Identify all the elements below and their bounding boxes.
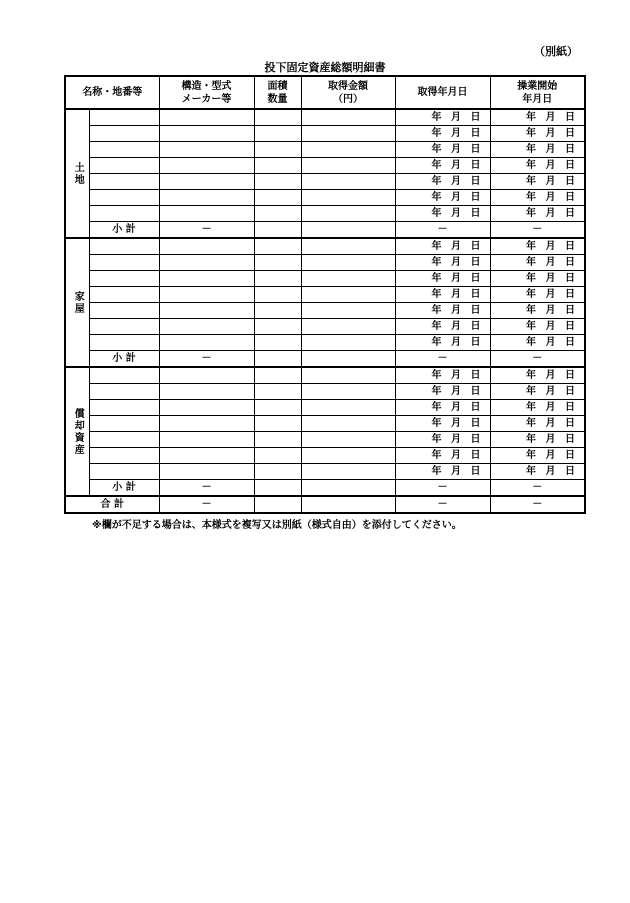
acquired-date-cell[interactable]: 年 月 日	[395, 206, 490, 222]
amount-cell[interactable]	[301, 335, 395, 351]
acquired-date-cell[interactable]: 年 月 日	[395, 255, 490, 271]
operation-date-cell[interactable]: 年 月 日	[490, 384, 585, 400]
operation-date-cell[interactable]: 年 月 日	[490, 126, 585, 142]
name-cell[interactable]	[89, 174, 159, 190]
header-row	[65, 76, 585, 109]
acquired-date-cell[interactable]: 年 月 日	[395, 432, 490, 448]
asset-table	[64, 75, 586, 514]
name-cell[interactable]	[89, 142, 159, 158]
amount-cell[interactable]	[301, 287, 395, 303]
table-row	[65, 287, 585, 303]
subtotal-operation-dash: －	[490, 222, 585, 239]
operation-date-cell[interactable]: 年 月 日	[490, 271, 585, 287]
structure-cell[interactable]	[159, 416, 254, 432]
table-row	[65, 432, 585, 448]
structure-cell[interactable]	[159, 287, 254, 303]
name-cell[interactable]	[89, 432, 159, 448]
operation-date-cell[interactable]: 年 月 日	[490, 190, 585, 206]
acquired-date-cell[interactable]: 年 月 日	[395, 335, 490, 351]
name-cell[interactable]	[89, 335, 159, 351]
operation-date-cell[interactable]: 年 月 日	[490, 174, 585, 190]
acquired-date-cell[interactable]: 年 月 日	[395, 400, 490, 416]
acquired-date-cell[interactable]: 年 月 日	[395, 142, 490, 158]
subtotal-label: 小 計	[89, 222, 159, 239]
amount-cell[interactable]	[301, 126, 395, 142]
name-cell[interactable]	[89, 126, 159, 142]
name-cell[interactable]	[89, 303, 159, 319]
structure-cell[interactable]	[159, 448, 254, 464]
subtotal-acquired-dash: －	[395, 351, 490, 368]
amount-cell[interactable]	[301, 448, 395, 464]
table-row	[65, 238, 585, 255]
subtotal-structure-dash: －	[159, 480, 254, 497]
operation-date-cell[interactable]: 年 月 日	[490, 158, 585, 174]
operation-date-cell[interactable]: 年 月 日	[490, 255, 585, 271]
table-row	[65, 303, 585, 319]
acquired-date-cell[interactable]: 年 月 日	[395, 109, 490, 126]
amount-cell[interactable]	[301, 319, 395, 335]
amount-cell[interactable]	[301, 255, 395, 271]
name-cell[interactable]	[89, 206, 159, 222]
name-cell[interactable]	[89, 109, 159, 126]
amount-cell[interactable]	[301, 206, 395, 222]
name-cell[interactable]	[89, 319, 159, 335]
category-label: 家屋	[65, 238, 89, 367]
name-cell[interactable]	[89, 238, 159, 255]
area-cell[interactable]	[254, 206, 301, 222]
table-row	[65, 255, 585, 271]
operation-date-cell[interactable]: 年 月 日	[490, 464, 585, 480]
name-cell[interactable]	[89, 271, 159, 287]
amount-cell[interactable]	[301, 190, 395, 206]
subtotal-amount-cell[interactable]	[301, 222, 395, 239]
area-cell[interactable]	[254, 109, 301, 126]
subtotal-label: 小 計	[89, 351, 159, 368]
operation-date-cell[interactable]: 年 月 日	[490, 432, 585, 448]
total-acquired-dash: －	[395, 496, 490, 513]
total-area-cell[interactable]	[254, 496, 301, 513]
area-cell[interactable]	[254, 335, 301, 351]
header-acquired-date: 取得年月日	[395, 76, 490, 109]
footnote: ※欄が不足する場合は、本様式を複写又は別紙（様式自由）を添付してください。	[92, 520, 462, 531]
structure-cell[interactable]	[159, 400, 254, 416]
area-cell[interactable]	[254, 432, 301, 448]
table-row	[65, 319, 585, 335]
acquired-date-cell[interactable]: 年 月 日	[395, 190, 490, 206]
amount-cell[interactable]	[301, 303, 395, 319]
subtotal-acquired-dash: －	[395, 222, 490, 239]
structure-cell[interactable]	[159, 367, 254, 384]
name-cell[interactable]	[89, 464, 159, 480]
amount-cell[interactable]	[301, 158, 395, 174]
annex-label: （別紙）	[534, 45, 578, 58]
structure-cell[interactable]	[159, 335, 254, 351]
subtotal-area-cell[interactable]	[254, 222, 301, 239]
structure-cell[interactable]	[159, 190, 254, 206]
structure-cell[interactable]	[159, 319, 254, 335]
acquired-date-cell[interactable]: 年 月 日	[395, 448, 490, 464]
acquired-date-cell[interactable]: 年 月 日	[395, 367, 490, 384]
structure-cell[interactable]	[159, 384, 254, 400]
area-cell[interactable]	[254, 367, 301, 384]
area-cell[interactable]	[254, 319, 301, 335]
structure-cell[interactable]	[159, 206, 254, 222]
area-cell[interactable]	[254, 464, 301, 480]
name-cell[interactable]	[89, 287, 159, 303]
operation-date-cell[interactable]: 年 月 日	[490, 416, 585, 432]
area-cell[interactable]	[254, 255, 301, 271]
amount-cell[interactable]	[301, 400, 395, 416]
structure-cell[interactable]	[159, 158, 254, 174]
area-cell[interactable]	[254, 174, 301, 190]
table-row	[65, 464, 585, 480]
table-row	[65, 416, 585, 432]
operation-date-cell[interactable]: 年 月 日	[490, 400, 585, 416]
amount-cell[interactable]	[301, 432, 395, 448]
amount-cell[interactable]	[301, 174, 395, 190]
operation-date-cell[interactable]: 年 月 日	[490, 448, 585, 464]
structure-cell[interactable]	[159, 464, 254, 480]
structure-cell[interactable]	[159, 271, 254, 287]
operation-date-cell[interactable]: 年 月 日	[490, 367, 585, 384]
amount-cell[interactable]	[301, 384, 395, 400]
amount-cell[interactable]	[301, 464, 395, 480]
area-cell[interactable]	[254, 400, 301, 416]
area-cell[interactable]	[254, 142, 301, 158]
name-cell[interactable]	[89, 158, 159, 174]
acquired-date-cell[interactable]: 年 月 日	[395, 319, 490, 335]
area-cell[interactable]	[254, 287, 301, 303]
table-row	[65, 158, 585, 174]
area-cell[interactable]	[254, 126, 301, 142]
header-area: 面積 数量	[254, 76, 301, 109]
page-title: 投下固定資産総額明細書	[264, 61, 386, 74]
area-cell[interactable]	[254, 448, 301, 464]
subtotal-row	[65, 480, 585, 497]
category-label: 土地	[65, 109, 89, 238]
subtotal-row	[65, 351, 585, 368]
amount-cell[interactable]	[301, 238, 395, 255]
amount-cell[interactable]	[301, 271, 395, 287]
subtotal-operation-dash: －	[490, 480, 585, 497]
subtotal-area-cell[interactable]	[254, 351, 301, 368]
subtotal-amount-cell[interactable]	[301, 351, 395, 368]
area-cell[interactable]	[254, 384, 301, 400]
area-cell[interactable]	[254, 238, 301, 255]
total-amount-cell[interactable]	[301, 496, 395, 513]
operation-date-cell[interactable]: 年 月 日	[490, 335, 585, 351]
header-amount: 取得金額 （円）	[301, 76, 395, 109]
amount-cell[interactable]	[301, 109, 395, 126]
total-operation-dash: －	[490, 496, 585, 513]
amount-cell[interactable]	[301, 416, 395, 432]
subtotal-operation-dash: －	[490, 351, 585, 368]
name-cell[interactable]	[89, 384, 159, 400]
area-cell[interactable]	[254, 190, 301, 206]
name-cell[interactable]	[89, 416, 159, 432]
operation-date-cell[interactable]: 年 月 日	[490, 142, 585, 158]
table-row	[65, 384, 585, 400]
table-row	[65, 335, 585, 351]
name-cell[interactable]	[89, 367, 159, 384]
category-label: 償却資産	[65, 367, 89, 496]
subtotal-acquired-dash: －	[395, 480, 490, 497]
name-cell[interactable]	[89, 400, 159, 416]
acquired-date-cell[interactable]: 年 月 日	[395, 158, 490, 174]
amount-cell[interactable]	[301, 367, 395, 384]
name-cell[interactable]	[89, 190, 159, 206]
header-structure: 構造・型式 メーカー等	[159, 76, 254, 109]
amount-cell[interactable]	[301, 142, 395, 158]
area-cell[interactable]	[254, 303, 301, 319]
structure-cell[interactable]	[159, 109, 254, 126]
acquired-date-cell[interactable]: 年 月 日	[395, 126, 490, 142]
acquired-date-cell[interactable]: 年 月 日	[395, 416, 490, 432]
table-row	[65, 174, 585, 190]
subtotal-structure-dash: －	[159, 222, 254, 239]
header-name: 名称・地番等	[65, 76, 159, 109]
area-cell[interactable]	[254, 271, 301, 287]
acquired-date-cell[interactable]: 年 月 日	[395, 287, 490, 303]
structure-cell[interactable]	[159, 238, 254, 255]
header-operation-date: 操業開始 年月日	[490, 76, 585, 109]
structure-cell[interactable]	[159, 126, 254, 142]
operation-date-cell[interactable]: 年 月 日	[490, 238, 585, 255]
name-cell[interactable]	[89, 255, 159, 271]
subtotal-amount-cell[interactable]	[301, 480, 395, 497]
subtotal-structure-dash: －	[159, 351, 254, 368]
operation-date-cell[interactable]: 年 月 日	[490, 303, 585, 319]
subtotal-label: 小 計	[89, 480, 159, 497]
total-label: 合 計	[65, 496, 159, 513]
acquired-date-cell[interactable]: 年 月 日	[395, 238, 490, 255]
acquired-date-cell[interactable]: 年 月 日	[395, 174, 490, 190]
acquired-date-cell[interactable]: 年 月 日	[395, 271, 490, 287]
structure-cell[interactable]	[159, 303, 254, 319]
structure-cell[interactable]	[159, 174, 254, 190]
acquired-date-cell[interactable]: 年 月 日	[395, 384, 490, 400]
table-row	[65, 142, 585, 158]
structure-cell[interactable]	[159, 432, 254, 448]
name-cell[interactable]	[89, 448, 159, 464]
table-row	[65, 190, 585, 206]
area-cell[interactable]	[254, 416, 301, 432]
table-row	[65, 448, 585, 464]
subtotal-area-cell[interactable]	[254, 480, 301, 497]
acquired-date-cell[interactable]: 年 月 日	[395, 464, 490, 480]
acquired-date-cell[interactable]: 年 月 日	[395, 303, 490, 319]
table-row	[65, 400, 585, 416]
total-structure-dash: －	[159, 496, 254, 513]
structure-cell[interactable]	[159, 142, 254, 158]
table-row	[65, 271, 585, 287]
structure-cell[interactable]	[159, 255, 254, 271]
operation-date-cell[interactable]: 年 月 日	[490, 109, 585, 126]
operation-date-cell[interactable]: 年 月 日	[490, 206, 585, 222]
table-row	[65, 367, 585, 384]
operation-date-cell[interactable]: 年 月 日	[490, 287, 585, 303]
operation-date-cell[interactable]: 年 月 日	[490, 319, 585, 335]
table-row	[65, 126, 585, 142]
table-row	[65, 109, 585, 126]
area-cell[interactable]	[254, 158, 301, 174]
subtotal-row	[65, 222, 585, 239]
total-row	[65, 496, 585, 513]
table-row	[65, 206, 585, 222]
